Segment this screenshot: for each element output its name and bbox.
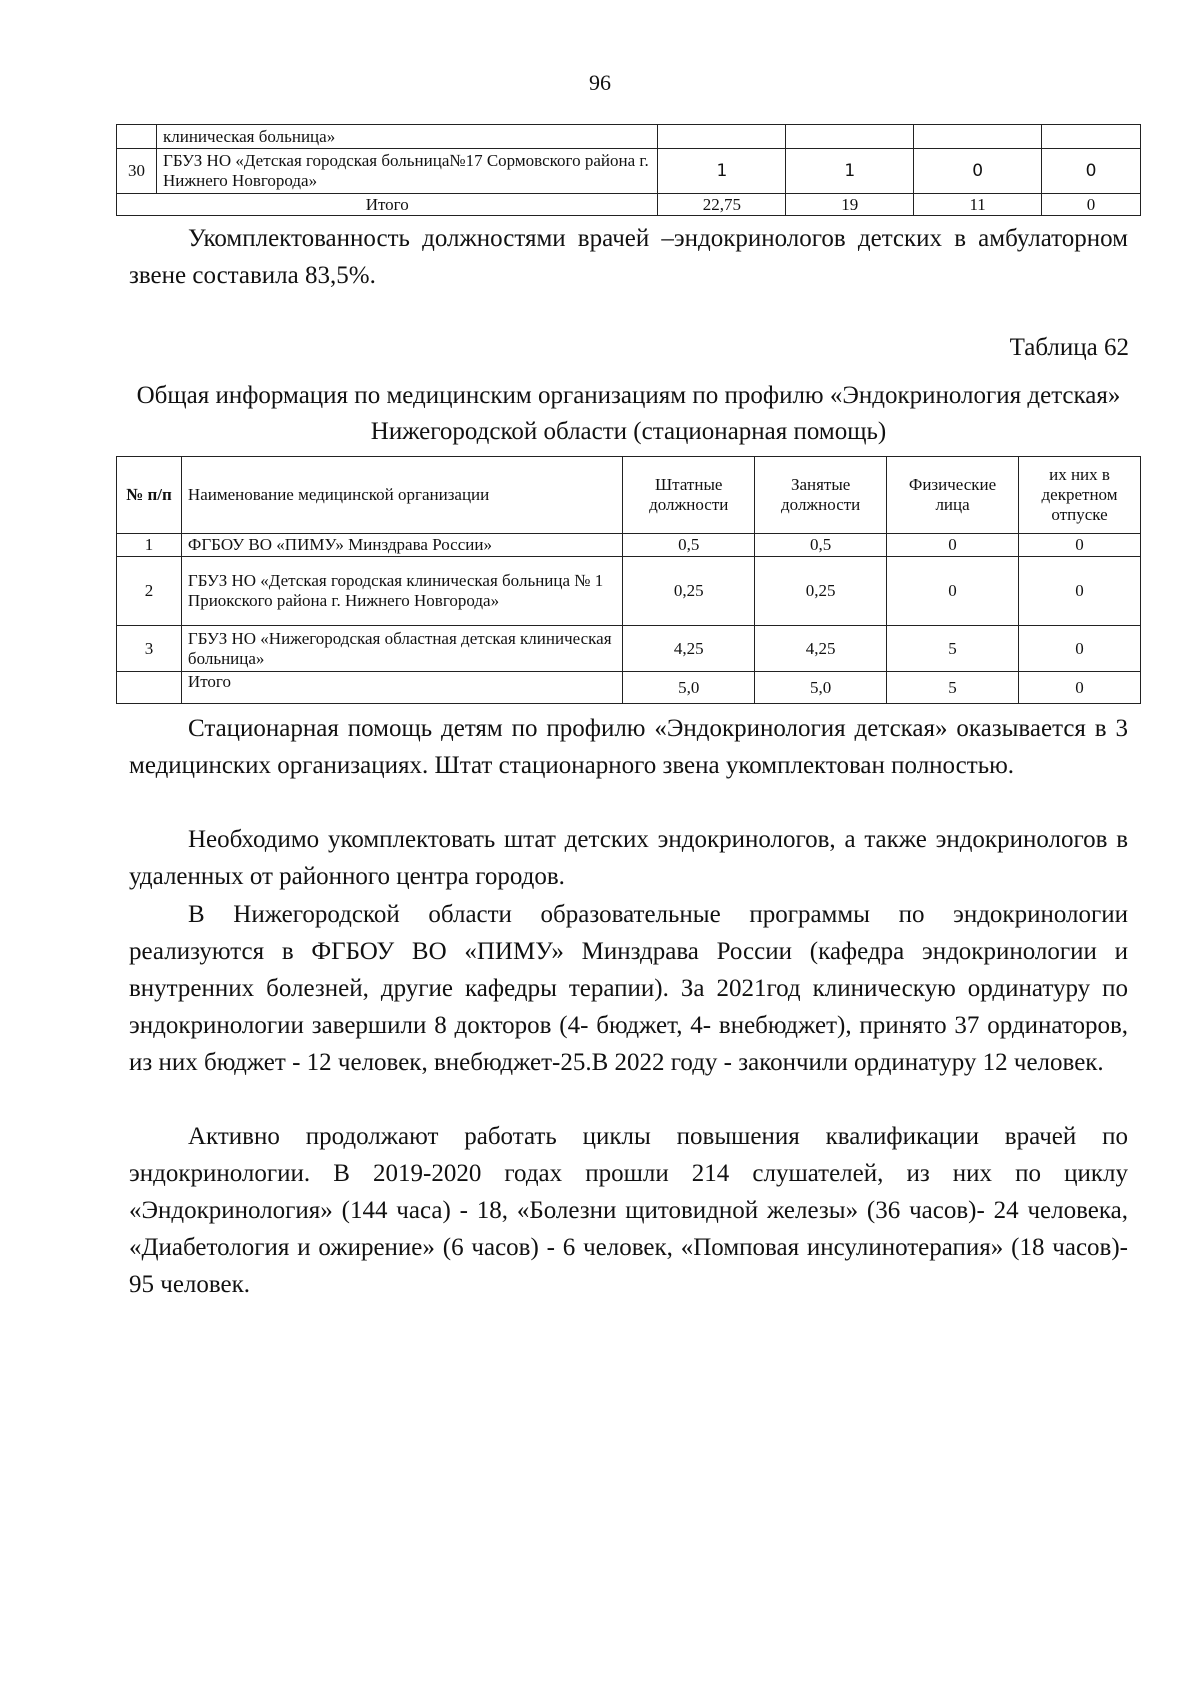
total-label: Итого xyxy=(117,194,658,216)
maternity-leave xyxy=(1042,125,1141,149)
total-maternity-leave: 0 xyxy=(1019,672,1141,704)
organization-name: ФГБОУ ВО «ПИМУ» Минздрава России» xyxy=(181,534,622,557)
header-staff-positions: Штатные должности xyxy=(623,457,755,534)
paragraph-training: Активно продолжают работать циклы повышения квалификации врачей по эндокринологии. В 2019-2020 годах прошли 214 слушателей, из них по циклу «Эндокринология» (144 часа) - 18, «Болезни щитовидной железы» (36 часов)- 24 человека, «Диабетология и ожирение» (6 часов) - 6 человек, «Помповая инсулинотерапия» (18 часов)- 95 человек. xyxy=(129,1123,1128,1298)
table-header-row xyxy=(117,457,1141,534)
table-row xyxy=(117,626,1141,672)
staffing-paragraph: Укомплектованность должностями врачей –эндокринологов детских в амбулаторном звене составила 83,5%. xyxy=(129,225,1128,289)
total-staff-positions: 22,75 xyxy=(658,194,786,216)
row-number xyxy=(117,125,157,149)
header-name: Наименование медицинской организации xyxy=(181,457,622,534)
total-occupied-positions: 5,0 xyxy=(755,672,887,704)
organization-name: ГБУЗ НО «Нижегородская областная детская клиническая больница» xyxy=(181,626,622,672)
occupied-positions xyxy=(786,125,914,149)
maternity-leave: 0 xyxy=(1042,149,1141,194)
maternity-leave: 0 xyxy=(1019,557,1141,626)
organization-name: ГБУЗ НО «Детская городская клиническая больница № 1 Приокского района г. Нижнего Новгорода» xyxy=(181,557,622,626)
occupied-positions: 0,5 xyxy=(755,534,887,557)
occupied-positions: 4,25 xyxy=(755,626,887,672)
total-physical-persons: 11 xyxy=(914,194,1042,216)
physical-persons: 0 xyxy=(914,149,1042,194)
table-row xyxy=(117,149,1141,194)
table-row xyxy=(117,557,1141,626)
total-physical-persons: 5 xyxy=(887,672,1019,704)
row-number: 2 xyxy=(117,557,182,626)
row-number: 30 xyxy=(117,149,157,194)
continued-table xyxy=(116,124,1141,216)
total-maternity-leave: 0 xyxy=(1042,194,1141,216)
table-row xyxy=(117,534,1141,557)
staff-positions: 0,25 xyxy=(623,557,755,626)
staff-positions: 4,25 xyxy=(623,626,755,672)
paragraph-staffing-need: Необходимо укомплектовать штат детских эндокринологов, а также эндокринологов в удаленных от районного центра городов. xyxy=(129,826,1128,890)
occupied-positions: 1 xyxy=(786,149,914,194)
total-staff-positions: 5,0 xyxy=(623,672,755,704)
row-number: 1 xyxy=(117,534,182,557)
staff-positions xyxy=(658,125,786,149)
total-occupied-positions: 19 xyxy=(786,194,914,216)
table-label: Таблица 62 xyxy=(1009,334,1129,361)
maternity-leave: 0 xyxy=(1019,626,1141,672)
total-row xyxy=(117,672,1141,704)
staff-positions: 1 xyxy=(658,149,786,194)
organization-name: ГБУЗ НО «Детская городская больница№17 Сормовского района г. Нижнего Новгорода» xyxy=(156,149,657,194)
page-number: 96 xyxy=(589,70,611,95)
table-62 xyxy=(116,456,1141,704)
table-title: Общая информация по медицинским организациям по профилю «Эндокринология детская» Нижегородской области (стационарная помощь) xyxy=(136,382,1121,445)
header-physical-persons: Физические лица xyxy=(887,457,1019,534)
total-num-cell xyxy=(117,672,182,704)
staff-positions: 0,5 xyxy=(623,534,755,557)
physical-persons xyxy=(914,125,1042,149)
total-label: Итого xyxy=(181,672,622,704)
table-row xyxy=(117,125,1141,149)
organization-name: клиническая больница» xyxy=(156,125,657,149)
maternity-leave: 0 xyxy=(1019,534,1141,557)
header-occupied-positions: Занятые должности xyxy=(755,457,887,534)
total-row xyxy=(117,194,1141,216)
physical-persons: 5 xyxy=(887,626,1019,672)
header-num: № п/п xyxy=(117,457,182,534)
physical-persons: 0 xyxy=(887,534,1019,557)
physical-persons: 0 xyxy=(887,557,1019,626)
row-number: 3 xyxy=(117,626,182,672)
paragraph-education: В Нижегородской области образовательные программы по эндокринологии реализуются в ФГБОУ ВО «ПИМУ» Минздрава России (кафедра эндокринологии и внутренних болезней, другие кафедры терапии). За 2021год клиническую ординатуру по эндокринологии завершили 8 докторов (4- бюджет, 4- внебюджет), принято 37 ординаторов, из них бюджет - 12 человек, внебюджет-25.В 2022 году - закончили ординатуру 12 человек. xyxy=(129,901,1128,1076)
paragraph-inpatient: Стационарная помощь детям по профилю «Эндокринология детская» оказывается в 3 медицинских организациях. Штат стационарного звена укомплектован полностью. xyxy=(129,715,1128,779)
header-maternity-leave: их них в декретном отпуске xyxy=(1019,457,1141,534)
occupied-positions: 0,25 xyxy=(755,557,887,626)
